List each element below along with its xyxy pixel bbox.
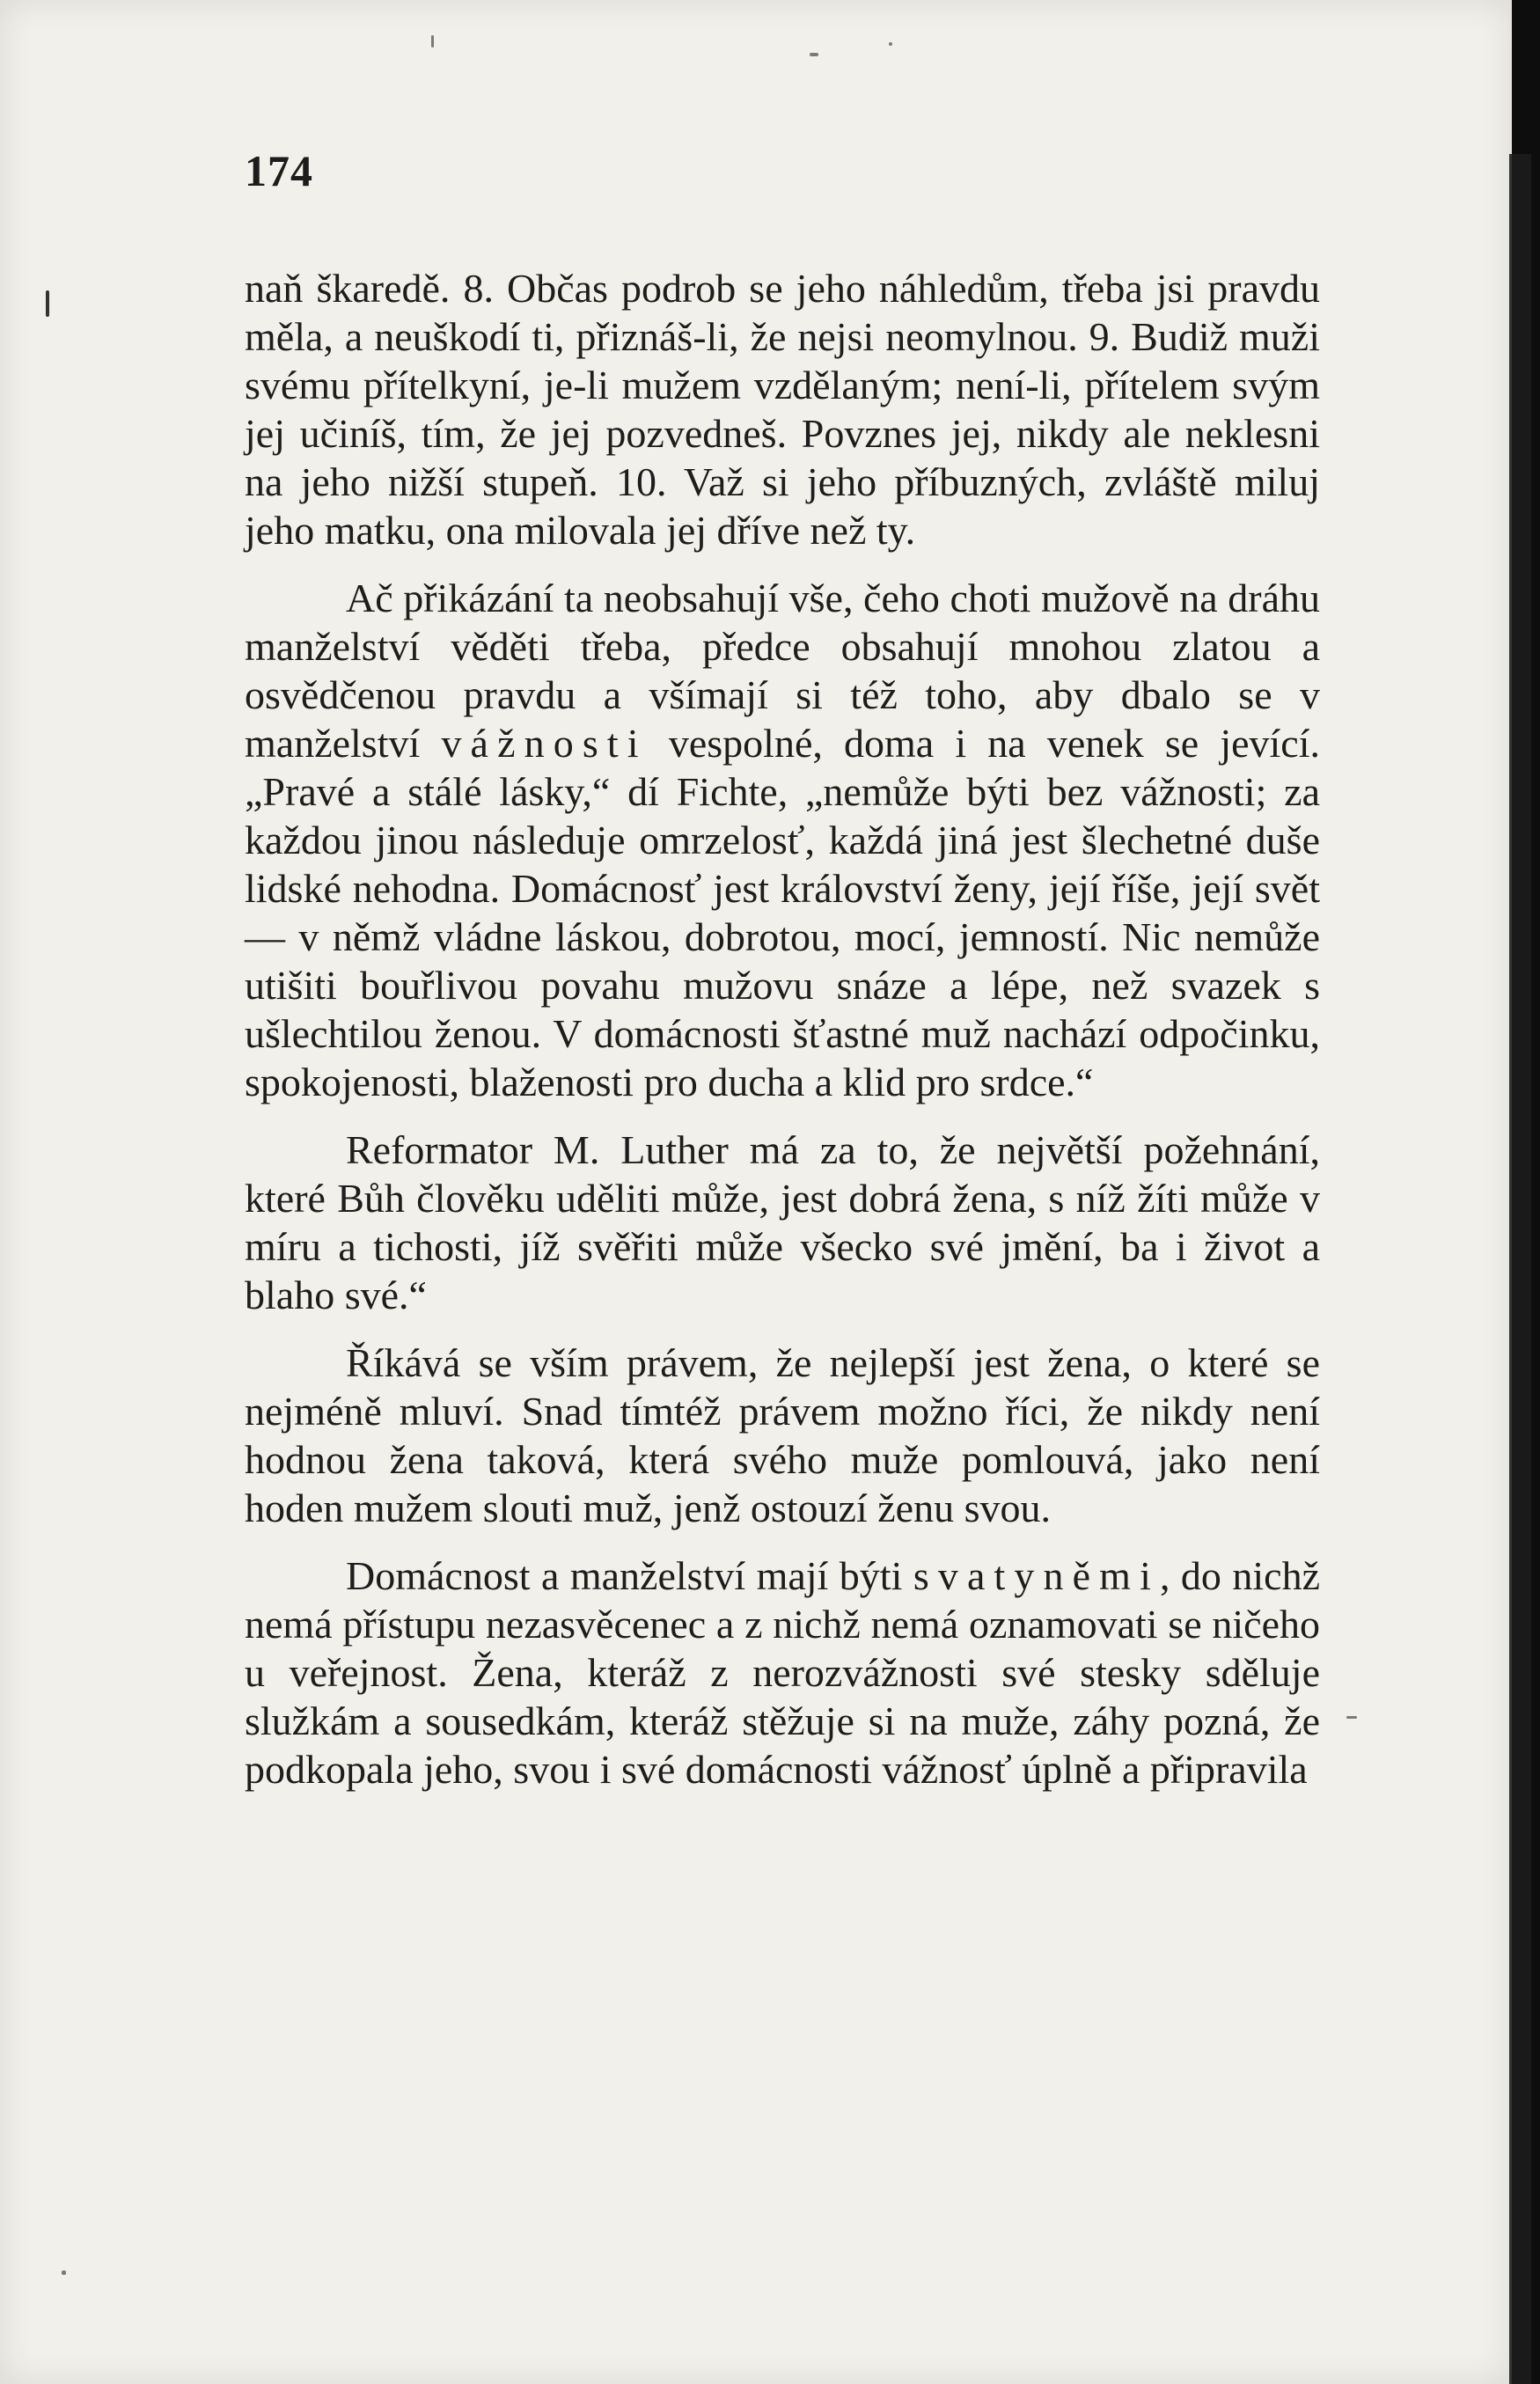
- emphasis-vaznosti: vážnosti: [441, 721, 648, 766]
- paragraph-4: Říkává se vším právem, že nejlepší jest žena, o které se nejméně mluví. Snad tímtéž právem možno říci, že nikdy není hodnou žena taková, která svého muže pomlouvá, jako není hoden mužem slouti muž, jenž ostouzí ženu svou.: [245, 1340, 1320, 1530]
- scan-speck: [1346, 1716, 1357, 1719]
- paragraph-2-part-1: Ač přikázání ta neobsahují vše, čeho choti mužově na dráhu manželství věděti třeba, předce obsahují mnohou zlatou a osvědčenou pravdu a všímají si též toho, aby dbalo se v manželství: [245, 576, 1320, 766]
- paragraph-1: naň škaredě. 8. Občas podrob se jeho náhledům, třeba jsi pravdu měla, a neuškodí ti, přiznáš-li, že nejsi neomylnou. 9. Budiž muži svému přítelkyní, je-li mužem vzdělaným; není-li, přítelem svým jej učiníš, tím, že jej pozvedneš. Povznes jej, nikdy ale neklesni na jeho nižší stupeň. 10. Važ si jeho příbuzných, zvláště miluj jeho matku, ona milovala jej dříve než ty.: [245, 266, 1320, 553]
- scan-speck: [431, 35, 434, 48]
- scan-speck: [62, 2270, 66, 2275]
- paragraph-3: Reformator M. Luther má za to, že největší požehnání, které Bůh člověku uděliti může, jest dobrá žena, s níž žíti může v míru a tichosti, jíž svěřiti může všecko své jmění, ba i život a blaho své.“: [245, 1127, 1320, 1317]
- body-text: [245, 264, 1320, 1794]
- paragraph-5-part-1: Domácnost a manželství mají býti: [346, 1553, 913, 1598]
- scan-speck: [889, 42, 892, 46]
- paragraph-5-part-2: , do nichž nemá přístupu nezasvěcenec a z nichž nemá oznamovati se ničeho u veřejnost. Žena, kteráž z nerozvážnosti své stesky sděluje služkám a sousedkám, kteráž stěžuje si na muže, záhy pozná, že podkopala jeho, svou i své domácnosti vážnosť úplně a připravila: [245, 1553, 1320, 1792]
- scan-speck: [46, 290, 49, 317]
- page-number: 174: [245, 146, 313, 195]
- paragraph-2-part-2: vespolné, doma i na venek se jevící. „Pravé a stálé lásky,“ dí Fichte, „nemůže býti bez vážnosti; za každou jinou následuje omrzelosť, každá jiná jest šlechetné duše lidské nehodna. Domácnosť jest království ženy, její říše, její svět — v němž vládne láskou, dobrotou, mocí, jemností. Nic nemůže utišiti bouřlivou povahu mužovu snáze a lépe, než svazek s ušlechtilou ženou. V domácnosti šťastné muž nachází odpočinku, spokojenosti, blaženosti pro ducha a klid pro srdce.“: [245, 721, 1320, 1104]
- paragraph-5: [245, 1551, 1320, 1794]
- paragraph-2: [245, 574, 1320, 1106]
- emphasis-svatynemi: svatyněmi: [913, 1553, 1160, 1598]
- page-edge-shadow: [1509, 154, 1531, 2384]
- scan-speck: [810, 53, 818, 56]
